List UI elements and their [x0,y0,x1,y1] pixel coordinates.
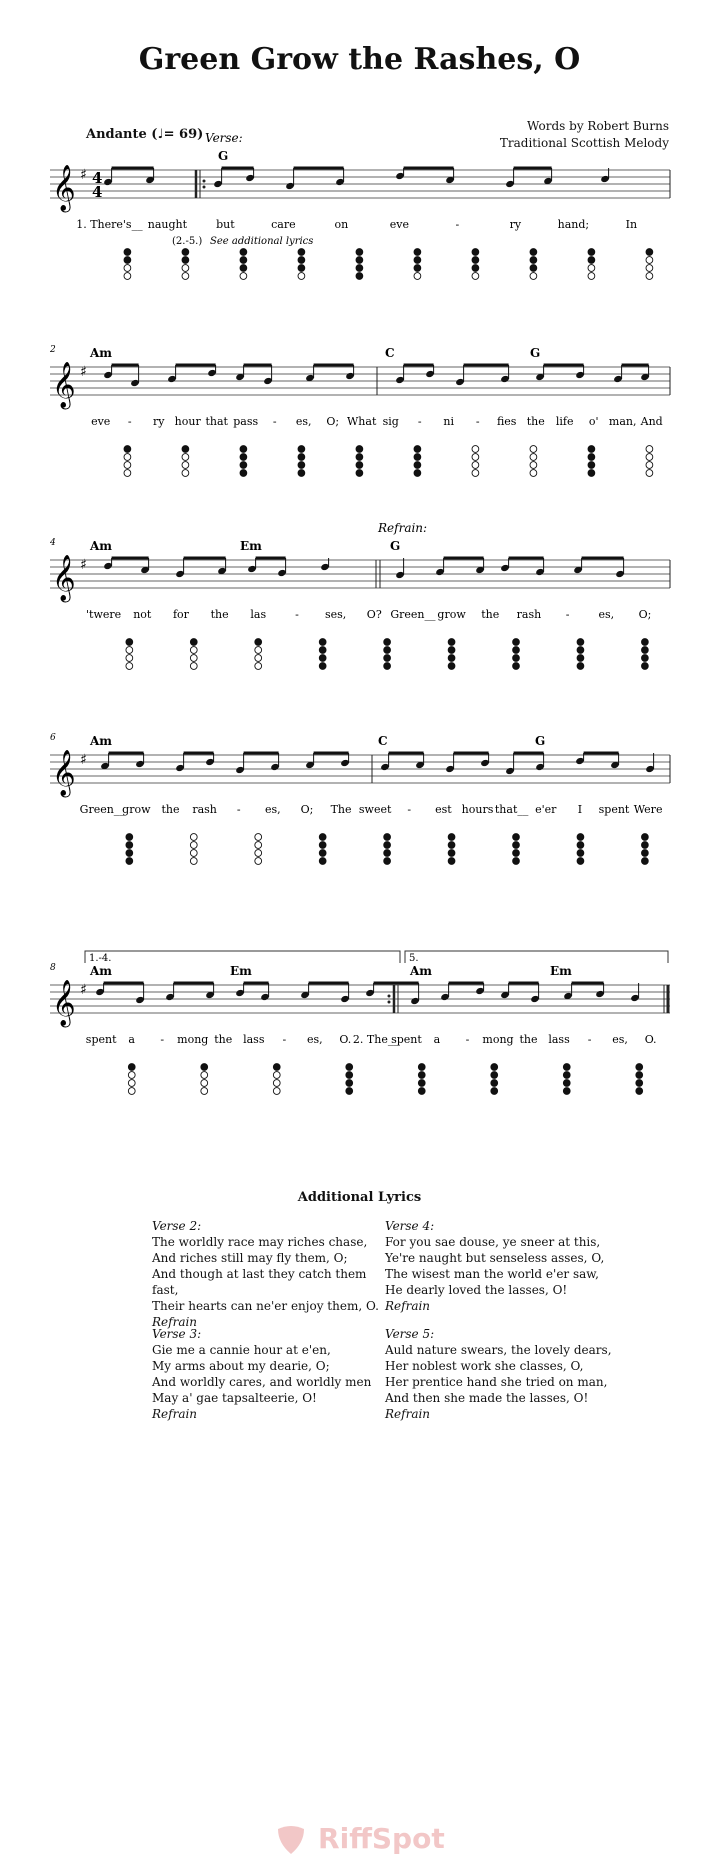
verse-line: And though at last they catch them fast, [152,1267,367,1297]
lyric-syllable: grow [122,803,151,816]
lyric-syllable: eve [389,218,410,231]
time-signature: 4 [92,169,103,187]
chord-symbol: G [535,734,546,748]
lyric-syllable: es, [295,415,312,428]
music-system [0,715,719,865]
whistle-fingering-chart [346,1064,353,1095]
lyric-syllable: - [565,608,570,621]
whistle-fingering-chart [182,249,189,280]
lyric-syllable: ry [509,218,522,231]
music-note [415,753,425,769]
lyric-syllable: eve [91,415,111,428]
whistle-fingering-chart [577,834,584,865]
section-label: Verse: [205,131,243,145]
whistle-fingering-chart [255,834,262,865]
music-note [340,983,350,1003]
music-note [130,365,140,387]
music-note [505,168,515,188]
lyric-syllable: that [205,415,228,428]
lyric-syllable: sig [382,415,399,428]
verse-line: The worldly race may riches chase, [152,1235,368,1249]
music-note [615,558,625,578]
music-note [235,365,245,381]
music-note [145,168,155,184]
music-note [530,983,540,1003]
music-note [410,983,420,1005]
key-signature-sharp: ♯ [80,167,87,183]
whistle-fingering-chart [530,249,537,280]
music-note [640,365,650,381]
lyric-syllable: es, [264,803,281,816]
music-note [213,168,223,188]
lyric-syllable: rash [192,803,217,816]
section-label: Refrain: [378,521,428,535]
music-note [475,558,485,574]
verse-label: Verse 3: [152,1327,202,1341]
chord-symbol: C [385,346,395,360]
lyric-syllable: o' [588,415,599,428]
lyric-syllable: es, [612,1033,628,1046]
music-note [543,168,553,185]
measure-number: 4 [50,538,56,548]
whistle-fingering-chart [124,249,131,280]
music-note [505,753,515,775]
whistle-fingering-chart [273,1064,280,1095]
lyric-syllable: hand; [557,218,590,231]
lyric-syllable: the [214,1033,233,1046]
whistle-fingering-chart [448,639,455,670]
whistle-fingering-chart [128,1064,135,1095]
lyric-syllable: mong [177,1033,209,1046]
lyric-syllable: ry [152,415,165,428]
lyric-syllable: es, [307,1033,323,1046]
whistle-fingering-chart [491,1064,498,1095]
whistle-fingering-chart [201,1064,208,1095]
chord-symbol: Am [410,964,433,978]
lyric-syllable: lass [243,1033,265,1046]
treble-clef-icon: 𝄞 [52,362,76,408]
additional-verse [385,1326,615,1422]
lyric-syllable: not [133,608,152,621]
music-note [500,983,510,999]
lyric-syllable: the [481,608,500,621]
lyric-syllable: that__ [494,803,529,816]
whistle-fingering-chart [577,639,584,670]
treble-clef-icon: 𝄞 [52,750,76,796]
music-note [305,365,315,382]
lyric-syllable: The [330,803,352,816]
lyric-syllable: naught [147,218,188,231]
lyric-syllable: for [172,608,189,621]
chord-symbol: Em [550,964,572,978]
lyric-syllable: but [216,218,235,231]
lyric-syllable: 1. There's__ [76,218,143,231]
lyric-syllable: spent [391,1033,422,1046]
refrain-label: Refrain [385,1407,431,1421]
lyric-syllable: fies [496,415,517,428]
whistle-fingering-chart [240,249,247,280]
verse-line: Gie me a cannie hour at e'en, [152,1343,331,1357]
lyric-syllable: O. [644,1033,657,1046]
music-note [445,753,455,773]
whistle-fingering-chart [319,834,326,865]
whistle-fingering-chart [182,446,189,477]
lyric-syllable: Green__ [390,608,436,621]
lyric-syllable: a [433,1033,441,1046]
verse-line: May a' gae tapsalteerie, O! [152,1391,317,1405]
additional-lyrics-heading: Additional Lyrics [297,1190,422,1205]
treble-clef-icon: 𝄞 [52,980,76,1026]
lyric-syllable: care [271,218,296,231]
treble-clef-icon: 𝄞 [52,555,76,601]
ending-label: 1.-4. [89,953,112,964]
lyric-syllable: lass [548,1033,570,1046]
lyric-syllable: - [475,415,480,428]
lyric-syllable: on [334,218,349,231]
lyric-syllable: O? [366,608,382,621]
lyric-syllable: man, [608,415,637,428]
whistle-fingering-chart [646,446,653,477]
whistle-fingering-chart [641,639,648,670]
music-note [175,558,185,578]
lyric-syllable: In [625,218,638,231]
music-note [445,168,455,184]
lyric-syllable: - [455,218,460,231]
verse-label: Verse 5: [385,1327,435,1341]
riffspot-logo [0,1822,719,1855]
lyric-syllable: O. [339,1033,352,1046]
lyric-syllable: rash [516,608,542,621]
refrain-label: Refrain [152,1315,198,1329]
whistle-fingering-chart [126,639,133,670]
lyric-syllable: ses, [324,608,347,621]
verse-line: For you sae douse, ye sneer at this, [385,1235,601,1249]
verse-line: Her prentice hand she tried on man, [385,1375,608,1389]
verse-label: Verse 2: [152,1219,202,1233]
verse-line: He dearly loved the lasses, O! [385,1283,568,1297]
whistle-fingering-chart [418,1064,425,1095]
lyric-syllable: - [465,1033,470,1046]
chord-symbol: Am [90,539,113,553]
whistle-fingering-chart [588,249,595,280]
tempo-bpm: = 69 [163,127,198,142]
tempo-label: Andante [86,127,147,142]
ending-bracket [85,951,400,963]
lyric-syllable: mong [482,1033,514,1046]
guitar-pick-icon [274,1825,308,1855]
music-system [0,520,719,670]
lyric-syllable: the [210,608,229,621]
chord-symbol: G [218,149,229,163]
lyric-syllable: - [407,803,412,816]
chord-symbol: Em [230,964,252,978]
lyric-syllable: the [161,803,180,816]
lyric-syllable: 'twere [86,608,122,621]
lyric-syllable: - [272,415,277,428]
tempo-marking: Andante (♩= 69) [86,127,204,142]
music-system [0,130,719,280]
music-note [535,365,545,381]
whistle-fingering-chart [384,834,391,865]
whistle-fingering-chart [513,639,520,670]
lyric-syllable: est [435,803,452,816]
treble-clef-icon: 𝄞 [52,165,76,211]
additional-verse [152,1326,382,1422]
lyric-syllable: O; [326,415,340,428]
lyric-syllable: Green__ [79,803,125,816]
lyric-syllable: sweet [358,803,392,816]
whistle-fingering-chart [356,249,363,280]
whistle-fingering-chart [190,639,197,670]
lyric-syllable: - [127,415,132,428]
whistle-fingering-chart [356,446,363,477]
page-title: Green Grow the Rashes, O [138,42,581,77]
verse-line: And riches still may fly them, O; [152,1251,348,1265]
refrain-label: Refrain [152,1407,198,1421]
verse-line: My arms about my dearie, O; [152,1359,330,1373]
lyric-syllable: - [160,1033,165,1046]
lyric-syllable: es, [598,608,615,621]
key-signature-sharp: ♯ [80,364,87,380]
lyric-syllable: the [519,1033,538,1046]
lyric-syllable: I [577,803,583,816]
lyric-syllable: las [250,608,267,621]
whistle-fingering-chart [298,249,305,280]
lyric-syllable: life [555,415,574,428]
see-additional-lyrics-note: See additional lyrics [210,236,314,247]
whistle-fingering-chart [472,446,479,477]
music-note [645,753,655,773]
lyric-syllable: pass [233,415,259,428]
verse-label: Verse 4: [385,1219,435,1233]
whistle-fingering-chart [636,1064,643,1095]
verse-line: Auld nature swears, the lovely dears, [385,1343,612,1357]
quarter-note-icon: ♩ [157,127,164,142]
lyric-syllable: - [236,803,241,816]
whistle-fingering-chart [414,249,421,280]
verse-line: The wisest man the world e'er saw, [385,1267,599,1281]
whistle-fingering-chart [319,639,326,670]
measure-number: 6 [50,733,56,743]
music-note [235,753,245,774]
music-note [305,753,315,769]
music-note [263,365,273,385]
whistle-fingering-chart [646,249,653,280]
lyric-syllable: a [128,1033,135,1046]
refrain-label: Refrain [385,1299,431,1313]
lyric-syllable: grow [437,608,466,621]
time-signature: 4 [92,183,103,201]
music-note [140,558,150,574]
lyric-verse-range: (2.-5.) [172,236,203,247]
whistle-fingering-chart [414,446,421,477]
verse-line: Their hearts can ne'er enjoy them, O. [152,1299,379,1313]
lyric-syllable: And [640,415,663,428]
lyric-syllable: Were [633,803,663,816]
music-note [100,753,110,770]
chord-symbol: Am [90,964,113,978]
lyric-syllable: O; [300,803,314,816]
chord-symbol: Am [90,734,113,748]
lyric-syllable: spent [598,803,630,816]
additional-verse [385,1218,615,1314]
chord-symbol: G [530,346,541,360]
music-note [610,753,620,769]
whistle-fingering-chart [190,834,197,865]
lyric-syllable: the [526,415,545,428]
lyric-syllable: - [282,1033,287,1046]
music-system [0,945,719,1095]
lyric-syllable: - [295,608,299,621]
chord-symbol: G [390,539,401,553]
music-note [455,365,465,386]
whistle-fingering-chart [255,639,262,670]
music-note [395,558,405,579]
verse-line: And worldly cares, and worldly men [152,1375,372,1389]
music-note [573,558,583,574]
lyric-syllable: - [417,415,422,428]
key-signature-sharp: ♯ [80,557,87,573]
music-note [285,168,295,190]
lyric-syllable: e'er [535,803,557,816]
whistle-fingering-chart [448,834,455,865]
whistle-fingering-chart [240,446,247,477]
lyric-syllable: hours [461,803,494,816]
key-signature-sharp: ♯ [80,982,87,998]
key-signature-sharp: ♯ [80,752,87,768]
whistle-fingering-chart [384,639,391,670]
whistle-fingering-chart [588,446,595,477]
verse-line: Her noblest work she classes, O, [385,1359,584,1373]
music-note [135,983,145,1004]
chord-symbol: C [378,734,388,748]
whistle-fingering-chart [472,249,479,280]
verse-line: Ye're naught but senseless asses, O, [385,1251,605,1265]
whistle-fingering-chart [641,834,648,865]
lyric-syllable: spent [85,1033,117,1046]
measure-number: 8 [50,963,56,973]
lyric-syllable: O; [638,608,652,621]
music-note [217,558,227,575]
whistle-fingering-chart [124,446,131,477]
lyric-syllable: - [587,1033,592,1046]
measure-number: 2 [50,345,56,355]
music-note [300,983,310,999]
additional-verse [152,1218,382,1330]
whistle-fingering-chart [563,1064,570,1095]
logo-text: RiffSpot [318,1822,445,1855]
lyric-syllable: What [347,415,377,428]
lyric-syllable: 2. The__ [352,1033,399,1046]
ending-bracket [405,951,668,963]
music-system [0,327,719,477]
music-note [205,983,215,999]
whistle-fingering-chart [298,446,305,477]
melody-credit: Traditional Scottish Melody [499,136,669,150]
whistle-fingering-chart [513,834,520,865]
whistle-fingering-chart [530,446,537,477]
music-note [563,983,573,1000]
chord-symbol: Am [90,346,113,360]
verse-line: And then she made the lasses, O! [385,1391,589,1405]
lyric-syllable: hour [174,415,201,428]
ending-label: 5. [409,953,419,964]
words-credit: Words by Robert Burns [527,119,669,133]
chord-symbol: Em [240,539,262,553]
lyric-syllable: ni [443,415,455,428]
whistle-fingering-chart [126,834,133,865]
